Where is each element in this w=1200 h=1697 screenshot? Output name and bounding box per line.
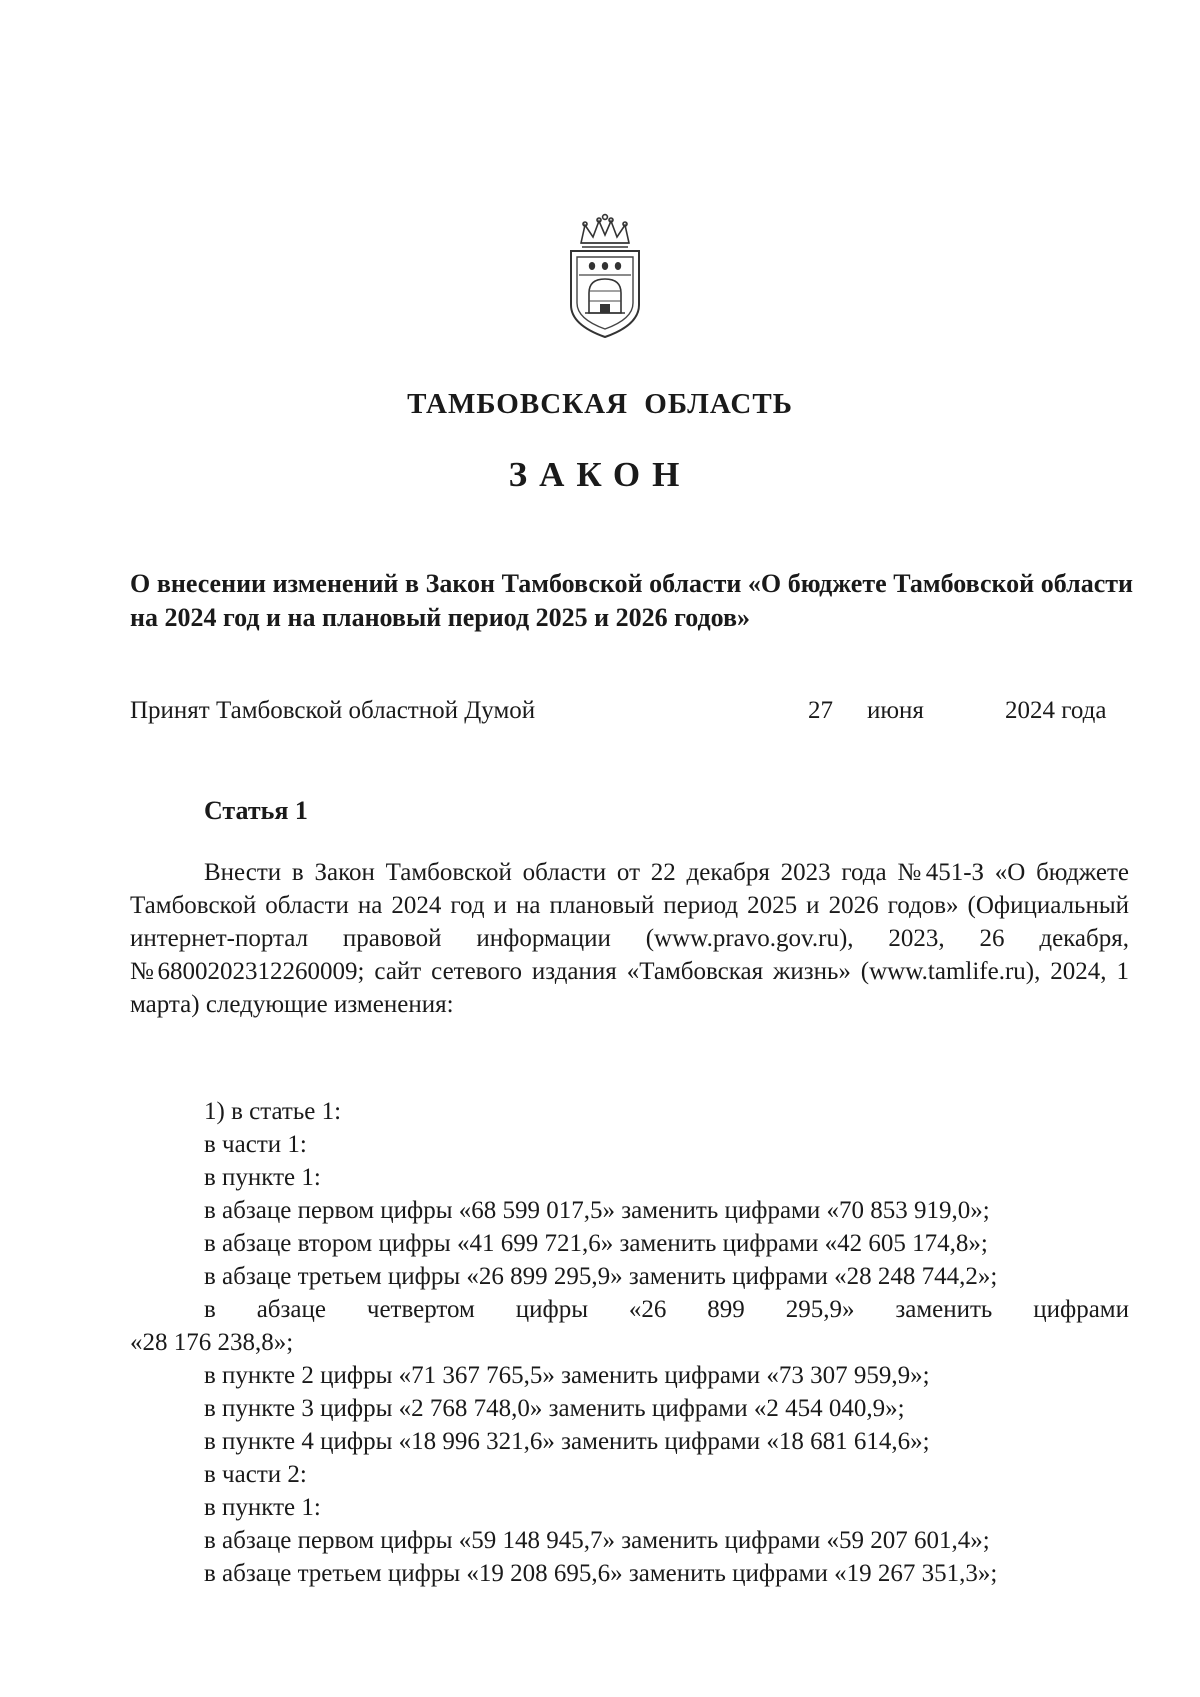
change-line: в абзаце первом цифры «59 148 945,7» заменить цифрами «59 207 601,4»; [204, 1527, 990, 1554]
adoption-label: Принят Тамбовской областной Думой [130, 697, 536, 724]
coat-of-arms-icon [555, 213, 655, 343]
change-line: в пункте 1: [204, 1494, 321, 1521]
change-line: 1) в статье 1: [204, 1098, 342, 1125]
change-line: в абзаце четвертом цифры «26 899 295,9» заменить цифрами [204, 1296, 1129, 1323]
change-line: в абзаце третьем цифры «26 899 295,9» заменить цифрами «28 248 744,2»; [204, 1263, 998, 1290]
adoption-month: июня [867, 697, 924, 724]
change-line: в части 2: [204, 1461, 307, 1488]
adoption-day: 27 [808, 697, 833, 724]
change-line-continued: «28 176 238,8»; [130, 1329, 294, 1356]
article-heading: Статья 1 [204, 796, 308, 825]
change-line: в пункте 3 цифры «2 768 748,0» заменить цифрами «2 454 040,9»; [204, 1395, 905, 1422]
change-line: в абзаце первом цифры «68 599 017,5» заменить цифрами «70 853 919,0»; [204, 1197, 990, 1224]
adoption-year: 2024 года [1005, 697, 1107, 724]
changes-list [130, 1095, 1129, 1590]
article-intro: Внести в Закон Тамбовской области от 22 декабря 2023 года №451-З «О бюджете Тамбовской области на 2024 год и на плановый период 2025 и 2026 годов» (Официальный интернет-портал правовой информации (www.pravo.gov.ru), 2023, 26 декабря, №6800202312260009; сайт сетевого издания «Тамбовская жизнь» (www.tamlife.ru), 2024, 1 марта) следующие изменения: [130, 859, 1129, 1018]
change-line: в пункте 1: [204, 1164, 321, 1191]
change-line: в пункте 2 цифры «71 367 765,5» заменить цифрами «73 307 959,9»; [204, 1362, 930, 1389]
change-line: в абзаце втором цифры «41 699 721,6» заменить цифрами «42 605 174,8»; [204, 1230, 988, 1257]
change-line: в абзаце третьем цифры «19 208 695,6» заменить цифрами «19 267 351,3»; [204, 1560, 998, 1587]
document-type: ЗАКОН [508, 455, 692, 494]
law-title: О внесении изменений в Закон Тамбовской области «О бюджете Тамбовской области на 2024 год и на плановый период 2025 и 2026 годов» [130, 569, 1133, 632]
change-line: в пункте 4 цифры «18 996 321,6» заменить цифрами «18 681 614,6»; [204, 1428, 930, 1455]
change-line: в части 1: [204, 1131, 307, 1158]
region-name: ТАМБОВСКАЯ ОБЛАСТЬ [407, 388, 793, 420]
